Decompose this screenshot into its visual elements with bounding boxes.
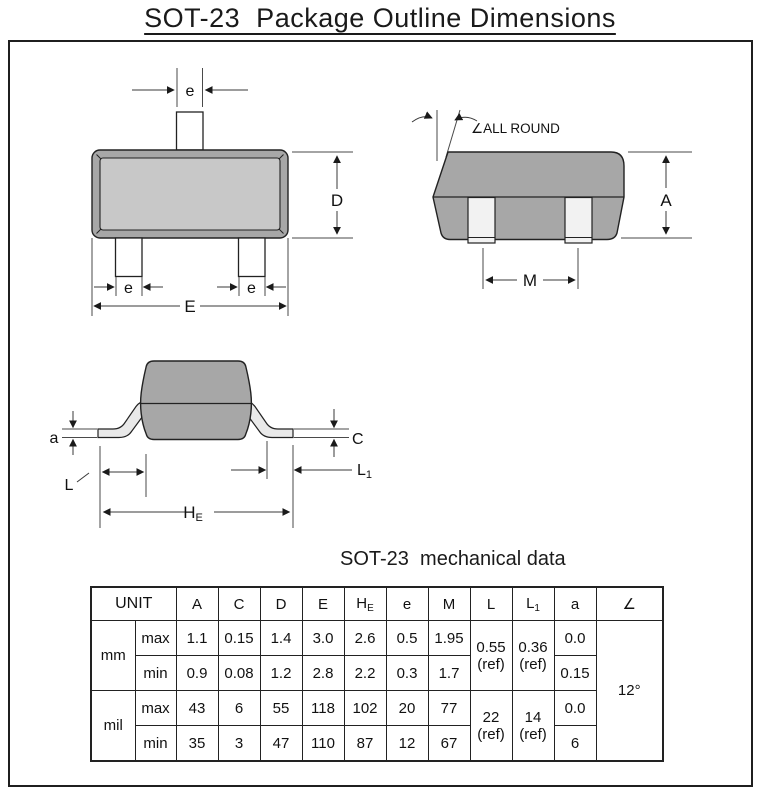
cell-mil-max-C: 6 (218, 691, 260, 726)
dim-label-e-top: e (185, 83, 195, 100)
col-header-M: M (428, 587, 470, 621)
cell-mm-max-HE: 2.6 (344, 621, 386, 656)
cell-mil-max-M: 77 (428, 691, 470, 726)
dim-label-D: D (330, 191, 344, 210)
d-dimension (292, 152, 353, 238)
perspective-left-pin (468, 198, 495, 244)
cell-mm-min-HE: 2.2 (344, 656, 386, 691)
dim-label-M: M (522, 271, 538, 290)
a-height-dimension (621, 152, 692, 238)
cell-angle: 12° (596, 621, 663, 762)
cell-mil-max-a: 0.0 (554, 691, 596, 726)
row-label: max (135, 621, 176, 656)
cell-mm-min-D: 1.2 (260, 656, 302, 691)
col-header-E: E (302, 587, 344, 621)
cell-mil-min-HE: 87 (344, 726, 386, 762)
col-header-A: A (176, 587, 218, 621)
mil-min-row (91, 726, 663, 762)
col-header-L1: $L_1$ (512, 587, 554, 621)
cell-mil-max-HE: 102 (344, 691, 386, 726)
mm-min-row (91, 656, 663, 691)
dim-label-L: L (64, 477, 74, 494)
dim-label-E-width: E (184, 297, 196, 316)
c-thickness-dimension (294, 409, 364, 457)
cell-mm-max-M: 1.95 (428, 621, 470, 656)
col-header-e: e (386, 587, 428, 621)
cell-mm-max-a: 0.0 (554, 621, 596, 656)
dim-label-HE: HE (183, 503, 203, 524)
cell-mil-max-D: 55 (260, 691, 302, 726)
package-body-side (141, 361, 252, 440)
cell-mm-max-A: 1.1 (176, 621, 218, 656)
a-standoff-dimension (50, 411, 97, 455)
front-bottom-right-pin (239, 238, 266, 277)
cell-mm-max-E: 3.0 (302, 621, 344, 656)
front-bottom-left-pin (116, 238, 143, 277)
top-pin-pitch-dimension (132, 68, 248, 107)
l-foot-dimension (65, 446, 146, 528)
cell-mil-min-e: 12 (386, 726, 428, 762)
cell-mil-min-M: 67 (428, 726, 470, 762)
cell-mil-min-a: 6 (554, 726, 596, 762)
row-label: min (135, 656, 176, 691)
dim-label-e-right: e (247, 280, 256, 297)
cell-mm-min-M: 1.7 (428, 656, 470, 691)
dim-label-a: a (49, 430, 59, 447)
cell-mm-min-a: 0.15 (554, 656, 596, 691)
dim-label-e-left: e (124, 280, 133, 297)
unit-mm: mm (91, 621, 135, 691)
cell-mil-min-C: 3 (218, 726, 260, 762)
mechanical-data-table (90, 586, 664, 762)
all-round-label: ∠ALL ROUND (471, 121, 560, 136)
cell-mil-min-D: 47 (260, 726, 302, 762)
cell-mil-max-A: 43 (176, 691, 218, 726)
perspective-view-diagram (400, 100, 700, 295)
cell-mm-L1: 0.36 (ref) (512, 621, 554, 691)
col-header-D: D (260, 587, 302, 621)
cell-mm-max-e: 0.5 (386, 621, 428, 656)
cell-mm-min-E: 2.8 (302, 656, 344, 691)
mm-max-row (91, 621, 663, 656)
cell-mm-L: 0.55 (ref) (470, 621, 512, 691)
header-row (91, 587, 663, 621)
dim-label-L1: L1 (357, 462, 373, 481)
l1-foot-dimension (231, 441, 372, 528)
side-view-diagram (40, 350, 380, 535)
mechanical-data-title: SOT-23 mechanical data (340, 548, 566, 570)
perspective-right-pin (565, 198, 592, 244)
dim-label-C: C (352, 431, 364, 448)
cell-mm-min-e: 0.3 (386, 656, 428, 691)
page-title: SOT-23 Package Outline Dimensions (144, 3, 616, 33)
cell-mil-max-E: 118 (302, 691, 344, 726)
cell-mm-max-C: 0.15 (218, 621, 260, 656)
col-header-angle: ∠ (596, 587, 663, 621)
package-body-front (92, 150, 288, 238)
dim-label-A: A (660, 191, 672, 210)
cell-mm-max-D: 1.4 (260, 621, 302, 656)
mil-max-row (91, 691, 663, 726)
col-header-unit: UNIT (91, 587, 176, 621)
front-view-diagram (55, 60, 365, 325)
cell-mil-L: 22 (ref) (470, 691, 512, 762)
unit-mil: mil (91, 691, 135, 762)
col-header-C: C (218, 587, 260, 621)
row-label: min (135, 726, 176, 762)
col-header-HE: $H_E$ (344, 587, 386, 621)
col-header-a: a (554, 587, 596, 621)
package-body-perspective (433, 152, 624, 243)
col-header-L: L (470, 587, 512, 621)
cell-mil-L1: 14 (ref) (512, 691, 554, 762)
cell-mil-max-e: 20 (386, 691, 428, 726)
cell-mil-min-E: 110 (302, 726, 344, 762)
cell-mm-min-C: 0.08 (218, 656, 260, 691)
cell-mm-min-A: 0.9 (176, 656, 218, 691)
front-top-pin (177, 112, 204, 150)
m-pitch-dimension (483, 248, 578, 290)
row-label: max (135, 691, 176, 726)
cell-mil-min-A: 35 (176, 726, 218, 762)
he-span-dimension (104, 503, 290, 524)
